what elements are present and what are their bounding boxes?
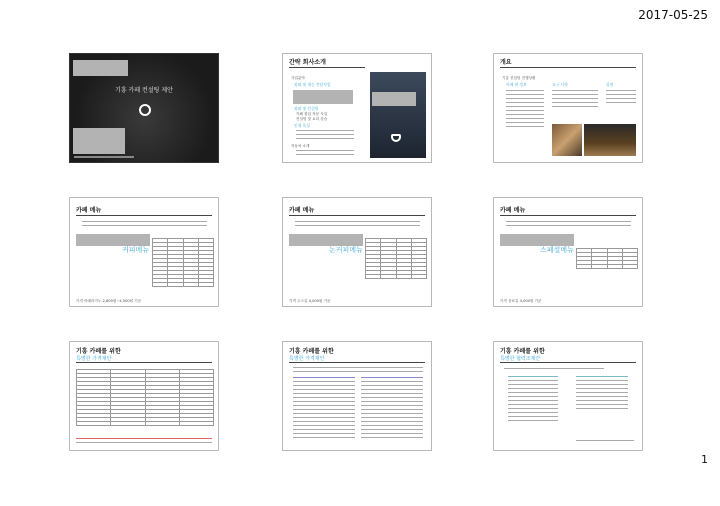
slide-subtitle: 스페셜메뉴 (540, 246, 574, 254)
slide-thumbnail-2[interactable] (282, 53, 432, 163)
slide-footer: 가격 아메리카노 2,800원~4,500원 기준 (76, 299, 142, 303)
body-text: 과외 및 컨설팅 (294, 106, 319, 111)
slide-thumbnail-7[interactable] (69, 341, 219, 451)
slide-footer: 가격 음료류 4,000원 기준 (500, 299, 542, 303)
coffee-photo (370, 72, 426, 158)
slide-footer: 가격 주스류 4,000원 기준 (289, 299, 331, 303)
text-lines (506, 221, 631, 229)
slide-thumbnail-5[interactable] (282, 197, 432, 307)
text-lines (76, 438, 212, 446)
slide-thumbnail-3[interactable] (493, 53, 643, 163)
text-lines (82, 221, 207, 229)
slide-subtitle: 커피메뉴 (122, 246, 150, 254)
text-lines (576, 440, 634, 444)
placeholder-block (500, 234, 574, 246)
title-underline (289, 215, 425, 216)
body-text: 요구 사항 (552, 82, 568, 87)
slide-title: 간략 회사소개 (289, 59, 326, 66)
slide-thumbnail-8[interactable] (282, 341, 432, 451)
placeholder-block (372, 92, 416, 106)
print-date: 2017-05-25 (638, 8, 708, 22)
slide-title: 기흥 카페를 위한 (76, 348, 121, 355)
menu-table (152, 238, 214, 287)
slide-subtitle: 특별한 가격제안 (289, 356, 325, 362)
text-lines (606, 90, 636, 106)
title-underline (76, 362, 212, 363)
title-underline (500, 362, 636, 363)
body-text: 상권 (606, 82, 614, 87)
text-lines (293, 377, 355, 441)
text-lines (296, 150, 354, 158)
text-lines (296, 130, 354, 142)
slide-title: 카페 메뉴 (500, 207, 526, 214)
menu-table (365, 238, 427, 279)
slide-subtitle: 특별한 가격제안 (76, 356, 112, 362)
slide-title: 카페 메뉴 (289, 207, 315, 214)
slide-title: 기흥 카페를 위한 (289, 348, 334, 355)
slide-title: 기흥 카페 컨설팅 제안 (115, 87, 173, 94)
title-underline (500, 67, 636, 68)
body-text: 기흥 컨설팅 진행상황 (502, 76, 536, 80)
placeholder-block (73, 128, 125, 154)
slide-title: 개요 (500, 59, 512, 66)
text-lines (504, 368, 604, 372)
slide-subtitle: 논커피메뉴 (329, 246, 363, 254)
text-lines (295, 221, 420, 229)
slide-thumbnail-9[interactable] (493, 341, 643, 451)
title-underline (500, 215, 636, 216)
body-text: 과외 및 재능 전달사업 (294, 82, 331, 87)
text-lines (293, 367, 423, 375)
text-lines (361, 377, 423, 441)
body-text: 컨설팅 및 요리 강습 (296, 117, 328, 121)
text-lines (552, 90, 598, 110)
placeholder-block (73, 60, 128, 76)
text-lines (508, 376, 558, 424)
coffee-cup-icon (139, 104, 151, 116)
body-text: 인재 육성 (294, 123, 310, 128)
body-text: 사업분야 (291, 76, 305, 80)
title-underline (76, 215, 212, 216)
title-underline (289, 362, 425, 363)
text-lines (576, 376, 628, 412)
text-lines (506, 90, 544, 130)
price-table (76, 369, 214, 426)
slide-title: 카페 메뉴 (76, 207, 102, 214)
body-text: 자동차 소개 (291, 144, 310, 148)
cafe-interior-photo (552, 124, 582, 156)
caption-bar (74, 156, 134, 158)
cafe-storefront-photo (584, 124, 636, 156)
slide-thumbnail-1[interactable] (69, 53, 219, 163)
page-number: 1 (701, 453, 708, 466)
placeholder-block (76, 234, 150, 246)
title-underline (289, 67, 365, 68)
body-text: 카페 창업 자문 사업 (296, 112, 328, 116)
body-text: 카페 현 정보 (506, 82, 527, 87)
slide-subtitle: 특별한 협력조제안 (500, 356, 541, 362)
placeholder-block (289, 234, 363, 246)
slide-title: 기흥 카페를 위한 (500, 348, 545, 355)
slide-thumbnail-4[interactable] (69, 197, 219, 307)
placeholder-block (293, 90, 353, 104)
menu-table (576, 248, 638, 269)
slide-thumbnail-6[interactable] (493, 197, 643, 307)
